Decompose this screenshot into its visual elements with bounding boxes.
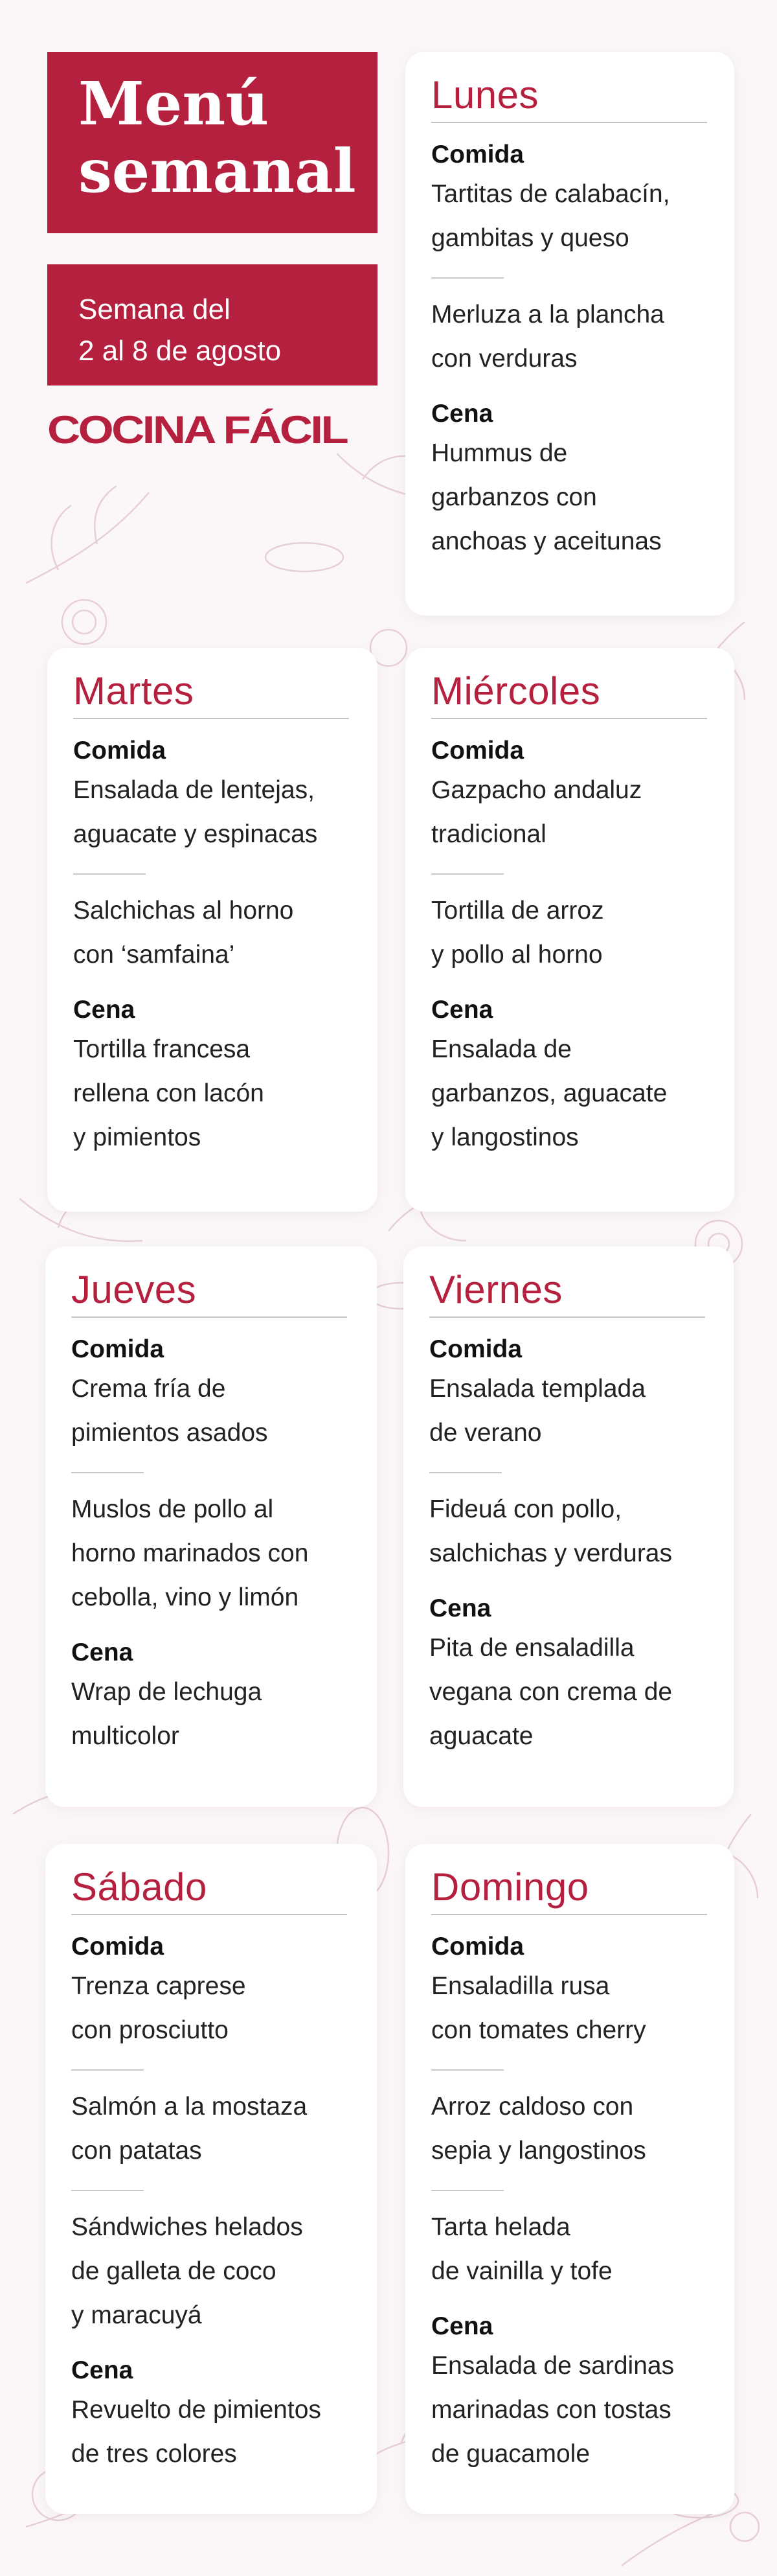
day-title-divider xyxy=(71,1914,347,1915)
dish-line: con ‘samfaina’ xyxy=(73,941,235,969)
dish-line: Tortilla de arroz xyxy=(431,897,604,925)
dinner-label: Cena xyxy=(431,400,493,428)
dish-line: Revuelto de pimientos xyxy=(71,2396,321,2424)
dish-line: y pimientos xyxy=(73,1123,201,1151)
dish-line: marinadas con tostas xyxy=(431,2396,671,2424)
dish-line: y pollo al horno xyxy=(431,941,603,969)
dish-line: Hummus de xyxy=(431,439,568,467)
dish-line: con prosciutto xyxy=(71,2016,229,2044)
dish-divider xyxy=(431,2069,504,2071)
day-title-divider xyxy=(431,1914,707,1915)
dish-line: Wrap de lechuga xyxy=(71,1678,262,1706)
dish-line: Ensaladilla rusa xyxy=(431,1972,610,2000)
dish-line: Muslos de pollo al xyxy=(71,1495,274,1523)
lunch-dish xyxy=(431,293,708,381)
dinner-label: Cena xyxy=(431,996,493,1024)
dish-line: gambitas y queso xyxy=(431,224,629,252)
lunch-label: Comida xyxy=(431,141,524,168)
cocina-facil-logo: COCINA FÁCIL xyxy=(47,408,347,452)
meal-gap xyxy=(431,2294,708,2308)
dinner-dish xyxy=(71,2388,351,2476)
lunch-dish xyxy=(73,768,352,857)
dish-divider xyxy=(71,1472,144,1473)
meal-gap xyxy=(71,2338,351,2352)
meal-gap xyxy=(431,381,708,395)
menu-title-line-1: Menú xyxy=(78,69,269,139)
meal-gap xyxy=(71,1620,351,1634)
dish-line: sepia y langostinos xyxy=(431,2137,646,2165)
lunch-dish xyxy=(71,1488,351,1620)
day-card-1 xyxy=(47,648,377,1212)
lunch-dish xyxy=(71,2205,351,2338)
dish-line: garbanzos con xyxy=(431,483,597,511)
dish-line: aguacate y espinacas xyxy=(73,820,318,848)
dinner-dish xyxy=(71,1670,351,1758)
dinner-label: Cena xyxy=(71,1639,133,1666)
day-title-divider xyxy=(431,718,707,719)
day-card-0 xyxy=(405,52,734,615)
lunch-label: Comida xyxy=(431,1933,524,1961)
dish-line: y langostinos xyxy=(431,1123,579,1151)
day-title: Jueves xyxy=(71,1268,197,1311)
dish-line: de vainilla y tofe xyxy=(431,2257,613,2285)
dinner-label: Cena xyxy=(429,1594,491,1622)
dish-divider xyxy=(431,2190,504,2191)
dish-line: Arroz caldoso con xyxy=(431,2093,634,2121)
day-title-divider xyxy=(429,1317,705,1318)
dish-line: anchoas y aceitunas xyxy=(431,527,662,555)
dish-line: de tres colores xyxy=(71,2440,237,2468)
day-title: Lunes xyxy=(431,73,539,117)
week-date-banner xyxy=(47,264,377,385)
lunch-label: Comida xyxy=(429,1335,523,1363)
dish-line: Ensalada templada xyxy=(429,1375,646,1403)
dinner-label: Cena xyxy=(73,996,135,1024)
day-title-divider xyxy=(71,1317,347,1318)
lunch-dish xyxy=(71,1964,351,2053)
day-title: Viernes xyxy=(429,1268,563,1311)
lunch-dish xyxy=(431,1964,708,2053)
week-line-1: Semana del xyxy=(78,293,231,325)
dish-line: Ensalada de xyxy=(431,1035,572,1063)
dish-line: Merluza a la plancha xyxy=(431,301,664,328)
dish-divider xyxy=(431,277,504,279)
day-card-2 xyxy=(405,648,734,1212)
dish-line: rellena con lacón xyxy=(73,1079,264,1107)
day-title: Miércoles xyxy=(431,669,601,713)
day-card-3 xyxy=(45,1247,377,1807)
menu-title-line-2: semanal xyxy=(78,136,356,206)
dish-divider xyxy=(429,1472,502,1473)
dish-line: Tortilla francesa xyxy=(73,1035,251,1063)
dish-line: vegana con crema de xyxy=(429,1678,673,1706)
dish-line: Ensalada de sardinas xyxy=(431,2352,675,2380)
lunch-dish xyxy=(73,889,352,977)
dish-line: Tarta helada xyxy=(431,2213,570,2241)
dish-line: Tartitas de calabacín, xyxy=(431,180,670,208)
lunch-dish xyxy=(431,172,708,260)
dish-line: garbanzos, aguacate xyxy=(431,1079,668,1107)
dish-line: aguacate xyxy=(429,1722,534,1750)
day-card-5 xyxy=(45,1844,377,2514)
dinner-dish xyxy=(431,431,708,564)
lunch-dish xyxy=(71,1367,351,1455)
dish-line: Salmón a la mostaza xyxy=(71,2093,308,2121)
dish-line: de guacamole xyxy=(431,2440,591,2468)
day-card-4 xyxy=(403,1247,734,1807)
day-title-divider xyxy=(431,122,707,123)
dish-line: tradicional xyxy=(431,820,546,848)
dish-line: con verduras xyxy=(431,345,578,373)
lunch-dish xyxy=(431,889,708,977)
dish-line: Gazpacho andaluz xyxy=(431,776,642,804)
dish-line: cebolla, vino y limón xyxy=(71,1583,299,1611)
dish-divider xyxy=(71,2190,144,2191)
dish-line: Crema fría de xyxy=(71,1375,226,1403)
dinner-label: Cena xyxy=(431,2312,493,2340)
dish-line: Salchichas al horno xyxy=(73,897,294,925)
lunch-label: Comida xyxy=(71,1335,164,1363)
dish-line: de galleta de coco xyxy=(71,2257,276,2285)
dish-line: Pita de ensaladilla xyxy=(429,1634,635,1662)
lunch-dish xyxy=(431,2205,708,2294)
dish-line: Trenza caprese xyxy=(71,1972,246,2000)
dish-divider xyxy=(431,873,504,875)
dish-line: de verano xyxy=(429,1419,542,1447)
dish-line: salchichas y verduras xyxy=(429,1539,672,1567)
week-line-2: 2 al 8 de agosto xyxy=(78,335,282,367)
lunch-dish xyxy=(431,2085,708,2173)
dish-line: Fideuá con pollo, xyxy=(429,1495,622,1523)
lunch-label: Comida xyxy=(73,737,166,765)
dish-line: pimientos asados xyxy=(71,1419,268,1447)
dish-line: multicolor xyxy=(71,1722,179,1750)
menu-title-banner xyxy=(47,52,377,233)
dinner-dish xyxy=(431,1028,708,1160)
dish-line: horno marinados con xyxy=(71,1539,309,1567)
dish-line: y maracuyá xyxy=(71,2301,202,2329)
day-title: Sábado xyxy=(71,1865,207,1909)
lunch-label: Comida xyxy=(431,737,524,765)
dish-line: Sándwiches helados xyxy=(71,2213,303,2241)
meal-gap xyxy=(431,977,708,991)
dish-line: con tomates cherry xyxy=(431,2016,646,2044)
lunch-dish xyxy=(429,1367,708,1455)
meal-gap xyxy=(73,977,352,991)
meal-gap xyxy=(429,1576,708,1590)
day-card-6 xyxy=(405,1844,734,2514)
lunch-label: Comida xyxy=(71,1933,164,1961)
day-title-divider xyxy=(73,718,349,719)
dinner-label: Cena xyxy=(71,2356,133,2384)
lunch-dish xyxy=(71,2085,351,2173)
dinner-dish xyxy=(429,1626,708,1758)
dish-divider xyxy=(71,2069,144,2071)
lunch-dish xyxy=(429,1488,708,1576)
day-title: Domingo xyxy=(431,1865,589,1909)
dinner-dish xyxy=(73,1028,352,1160)
dinner-dish xyxy=(431,2344,708,2476)
dish-divider xyxy=(73,873,146,875)
dish-line: Ensalada de lentejas, xyxy=(73,776,315,804)
lunch-dish xyxy=(431,768,708,857)
dish-line: con patatas xyxy=(71,2137,202,2165)
day-title: Martes xyxy=(73,669,194,713)
